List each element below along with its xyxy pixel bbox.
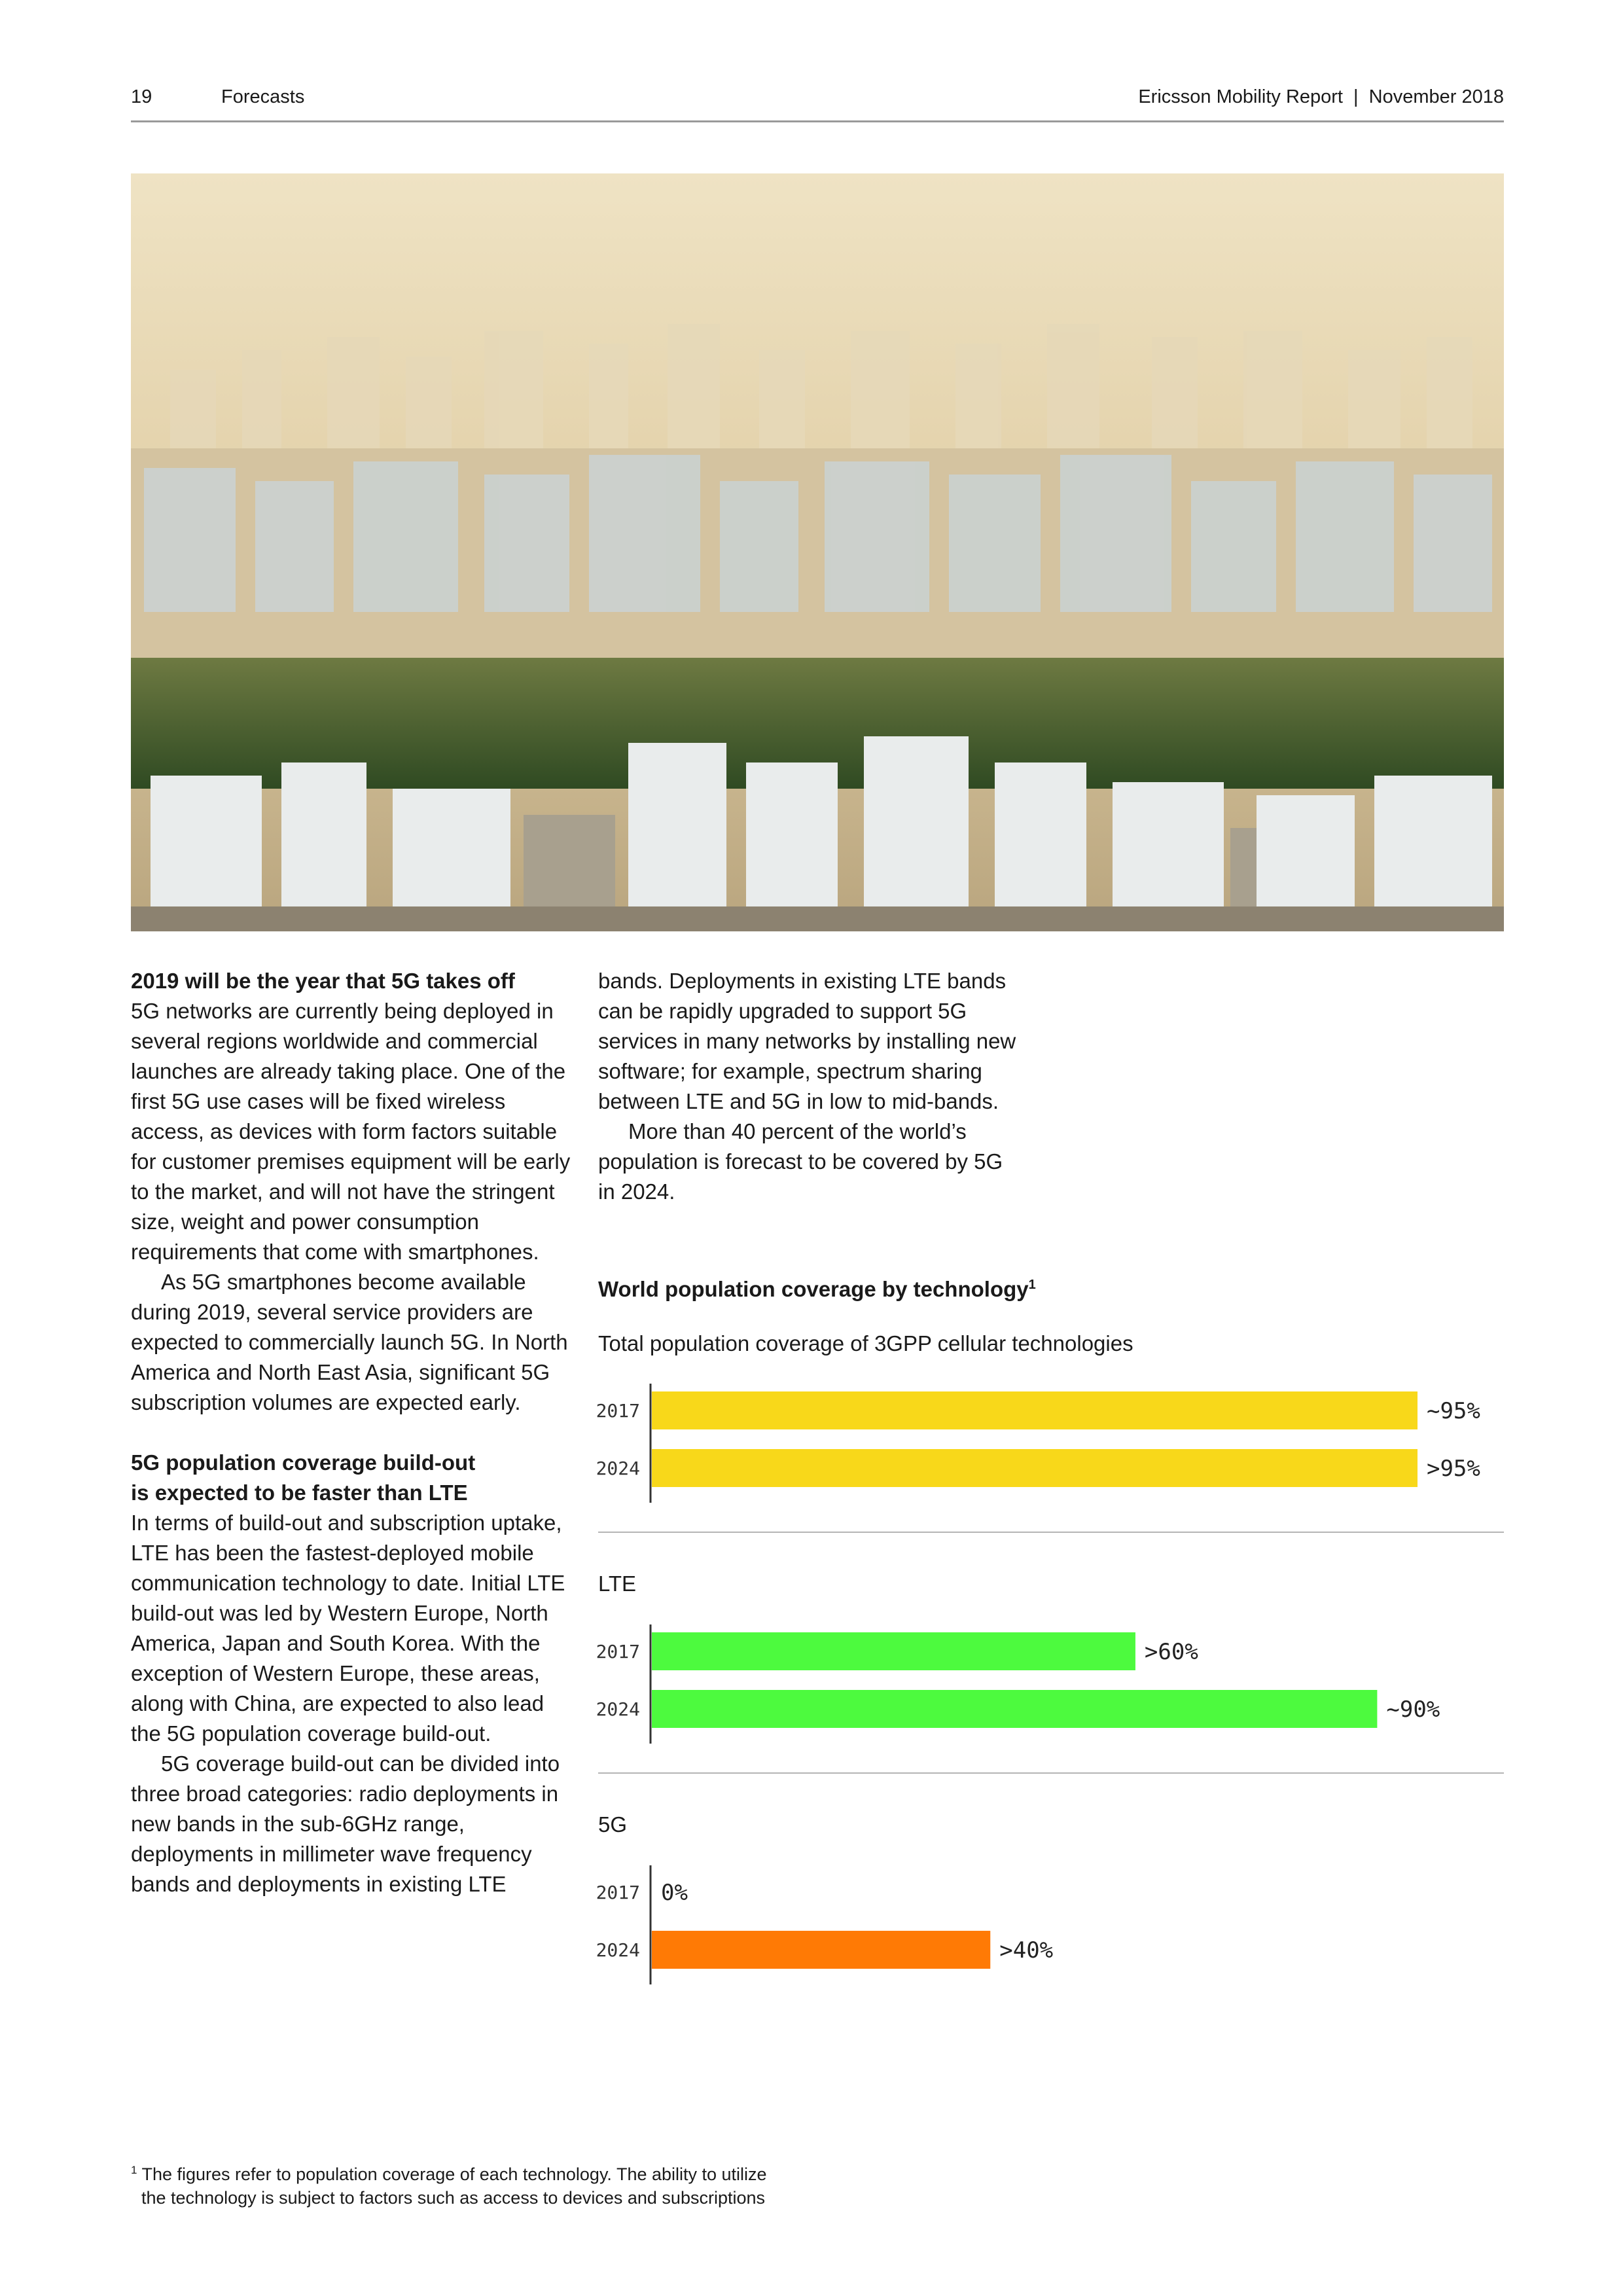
city-skyline-image	[131, 173, 1504, 931]
panel-1-value-label-2024: ~90%	[1386, 1696, 1440, 1723]
panel-title-lte: LTE	[598, 1571, 637, 1596]
panel-0-value-label-2024: >95%	[1426, 1456, 1480, 1482]
panel-1-bar-2024	[652, 1690, 1377, 1728]
paragraph-40-percent: More than 40 percent of the world’s population is forecast to be covered by 5G in 2024.	[598, 1119, 1003, 1204]
panel-1-category-label-2024: 2024	[596, 1698, 640, 1720]
section-title: Forecasts	[221, 86, 305, 107]
panel-0-value-label-2017: ~95%	[1426, 1398, 1480, 1424]
right-text-column	[598, 966, 1024, 1207]
panel-0-category-label-2024: 2024	[596, 1458, 640, 1479]
heading-buildout-line2: is expected to be faster than LTE	[131, 1480, 468, 1505]
report-date: November 2018	[1368, 86, 1504, 107]
paragraph-smartphones: As 5G smartphones become available during 2019, several service providers are expected to commercially launch 5G. In North America and North East Asia, significant 5G subscription volumes are expected early.	[131, 1270, 568, 1414]
panel-0-bar-2024	[652, 1449, 1418, 1487]
panel-0-bar-2017	[652, 1391, 1418, 1429]
panel-2-bar-2024	[652, 1931, 990, 1969]
heading-5g-takes-off: 2019 will be the year that 5G takes off	[131, 969, 515, 993]
footnote-text-1: The figures refer to population coverage of each technology. The ability to utilize	[141, 2164, 767, 2184]
paragraph-categories: 5G coverage build-out can be divided into three broad categories: radio deployments in new bands in the sub-6GHz range, deployments in millimeter wave frequency bands and deployments in existing LTE	[131, 1751, 560, 1896]
heading-buildout-line1: 5G population coverage build-out	[131, 1450, 476, 1475]
panel-2-category-label-2017: 2017	[596, 1882, 640, 1903]
footnote-line-2	[131, 2186, 767, 2210]
footnote-mark: 1	[131, 2164, 137, 2176]
chart-title-text: World population coverage by technology	[598, 1277, 1029, 1301]
panel-1-value-label-2017: >60%	[1144, 1639, 1198, 1665]
paragraph-lte-buildout: In terms of build-out and subscription uptake, LTE has been the fastest-deployed mobile communication technology to date. Initial LTE build-out was led by Western Europe, North America, Japan and South Korea. With the exception of Western Europe, these areas, along with China, are expected to also lead the 5G population coverage build-out.	[131, 1511, 565, 1746]
chart-title	[598, 1270, 1036, 1304]
paragraph-fixed-wireless: 5G networks are currently being deployed in several regions worldwide and commercial launches are already taking place. One of the first 5G use cases will be fixed wireless access, as devices with form factors suitable for customer premises equipment will be early to the market, and will not have the stringent size, weight and power consumption requirements that come with smartphones.	[131, 999, 571, 1264]
header-rule	[131, 120, 1504, 122]
panel-2-category-label-2024: 2024	[596, 1939, 640, 1961]
report-name: Ericsson Mobility Report	[1138, 86, 1343, 107]
footnote-text-2: the technology is subject to factors such as access to devices and subscriptions	[141, 2188, 766, 2208]
coverage-bar-chart	[589, 1374, 1505, 2003]
panel-1-bar-2017	[652, 1632, 1135, 1670]
footnote-line-1	[131, 2159, 767, 2186]
chart-footnote-mark: 1	[1028, 1278, 1036, 1292]
left-text-column	[131, 966, 576, 1899]
header-separator: |	[1353, 86, 1359, 107]
panel-0-category-label-2017: 2017	[596, 1400, 640, 1422]
report-title	[1138, 84, 1504, 110]
panel-1-category-label-2017: 2017	[596, 1641, 640, 1662]
panel-2-value-label-2024: >40%	[999, 1937, 1054, 1964]
panel-2-value-label-2017: 0%	[661, 1880, 688, 1906]
panel-title-5g: 5G	[598, 1812, 628, 1837]
page-number: 19	[131, 86, 152, 107]
paragraph-lte-bands: bands. Deployments in existing LTE bands can be rapidly upgraded to support 5G services in many networks by installing new software; for example, spectrum sharing between LTE and 5G in low to mid-bands.	[598, 969, 1016, 1113]
city-photo	[131, 173, 1504, 931]
footnote	[131, 2159, 767, 2210]
panel-title-total: Total population coverage of 3GPP cellular technologies	[598, 1331, 1133, 1355]
